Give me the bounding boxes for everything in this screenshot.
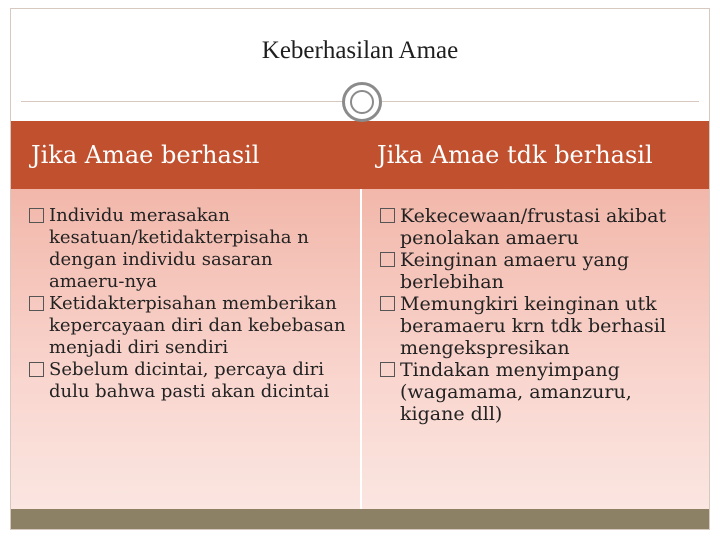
slide-title: Keberhasilan Amae: [261, 37, 459, 64]
checkbox-bullet-icon: [29, 362, 44, 377]
left-bullet: [29, 293, 346, 359]
checkbox-bullet-icon: [29, 296, 44, 311]
right-column-heading: [361, 121, 709, 189]
left-bullet-text: Individu merasakan kesatuan/ketidakterpisaha n dengan individu sasaran amaeru-nya: [49, 205, 309, 292]
right-bullet: [380, 205, 697, 249]
right-heading-text: Jika Amae tdk berhasil: [377, 141, 653, 169]
checkbox-bullet-icon: [380, 252, 395, 267]
right-column-body: [362, 189, 709, 511]
checkbox-bullet-icon: [380, 208, 395, 223]
left-bullet: [29, 359, 346, 403]
left-heading-text: Jika Amae berhasil: [31, 141, 260, 169]
left-bullet-text: Ketidakterpisahan memberikan kepercayaan diri dan kebebasan menjadi diri sendiri: [49, 293, 346, 358]
right-bullet: [380, 293, 697, 359]
slide: [10, 8, 710, 530]
right-bullet-text: Keinginan amaeru yang berlebihan: [400, 249, 630, 293]
left-column-body: [11, 189, 361, 511]
right-bullet-text: Tindakan menyimpang (wagamama, amanzuru, kigane dll): [400, 359, 632, 425]
left-column-heading: [11, 121, 361, 189]
checkbox-bullet-icon: [29, 208, 44, 223]
checkbox-bullet-icon: [380, 362, 395, 377]
ring-ornament-icon: [342, 82, 382, 122]
right-bullet: [380, 249, 697, 293]
right-bullet: [380, 359, 697, 425]
footer-bar: [11, 509, 709, 529]
left-bullet: [29, 205, 346, 293]
left-bullet-text: Sebelum dicintai, percaya diri dulu bahwa pasti akan dicintai: [49, 359, 330, 402]
checkbox-bullet-icon: [380, 296, 395, 311]
right-bullet-text: Kekecewaan/frustasi akibat penolakan amaeru: [400, 205, 667, 249]
right-bullet-text: Memungkiri keinginan utk beramaeru krn tdk berhasil mengekspresikan: [400, 293, 666, 359]
